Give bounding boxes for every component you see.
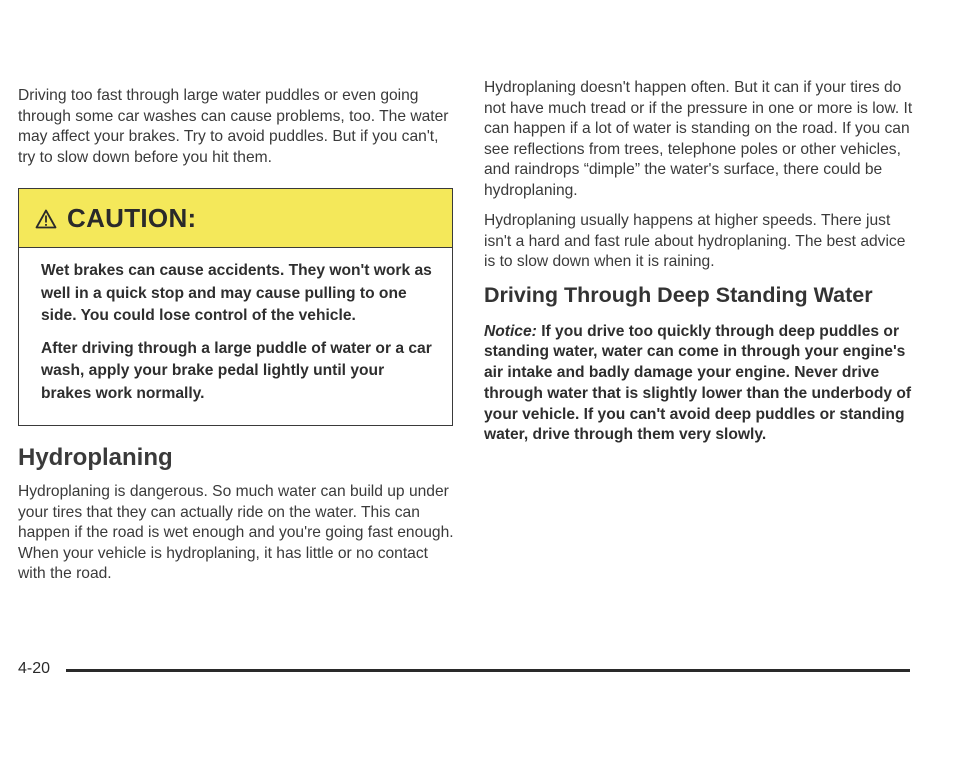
hydroplaning-section: [18, 482, 458, 585]
notice-text: If you drive too quickly through deep puddles or standing water, water can come in through your engine's air intake and badly damage your engine. Never drive through water that is slightly lower than the underbody of your vehicle. If you can't avoid deep puddles or standing water, drive through them very slowly.: [484, 322, 912, 444]
hydroplaning-speed-paragraph: Hydroplaning usually happens at higher speeds. There just isn't a hard and fast rule about hydroplaning. The best advice is to slow down when it is raining.: [484, 212, 906, 270]
warning-triangle-icon: [35, 209, 57, 229]
right-column: [484, 78, 914, 446]
notice-paragraph: [484, 322, 914, 447]
caution-header: [19, 189, 452, 248]
hydroplaning-heading: Hydroplaning: [18, 444, 173, 471]
intro-paragraph: Driving too fast through large water puddles or even going through some car washes can cause problems, too. The water may affect your brakes. Try to avoid puddles. But if you can't, try to slow down before you hit them.: [18, 87, 449, 166]
caution-paragraph-1: Wet brakes can cause accidents. They won't work as well in a quick stop and may cause pulling to one side. You could lose control of the vehicle.: [41, 262, 432, 325]
notice-label: Notice:: [484, 322, 537, 340]
left-column: [18, 86, 458, 168]
page-number: 4-20: [18, 660, 51, 677]
hydroplaning-conditions-paragraph: Hydroplaning doesn't happen often. But it can if your tires do not have much tread or if the pressure in one or more is low. It can happen if a lot of water is standing on the road. If you can see reflections from trees, telephone poles or other vehicles, and raindrops “dimple” the water's surface, there could be hydroplaning.: [484, 79, 913, 199]
caution-title: CAUTION:: [67, 202, 197, 233]
hydroplaning-paragraph: Hydroplaning is dangerous. So much water can build up under your tires that they can actually ride on the water. This can happen if the road is wet enough and you're going fast enough. When your vehicle is hydroplaning, it has little or no contact with the road.: [18, 483, 454, 582]
footer-divider: [66, 669, 910, 672]
deep-water-heading: Driving Through Deep Standing Water: [484, 282, 873, 307]
caution-body: [19, 248, 452, 406]
caution-paragraph-2: After driving through a large puddle of water or a car wash, apply your brake pedal lightly until your brakes work normally.: [41, 339, 432, 402]
caution-box: [18, 188, 453, 426]
